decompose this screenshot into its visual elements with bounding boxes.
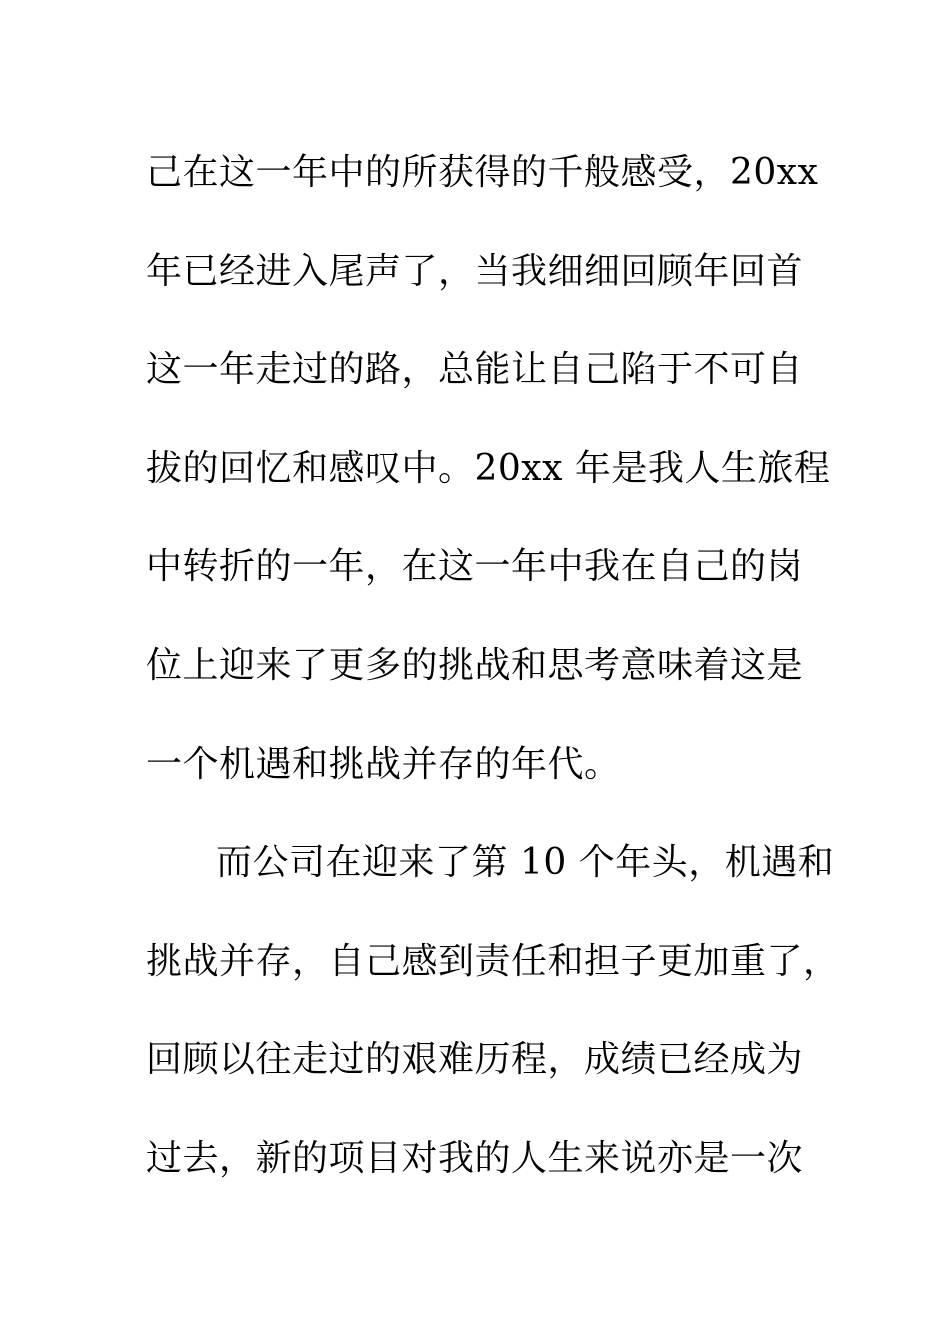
document-body (146, 124, 840, 1209)
text-line: 这一年走过的路，总能让自己陷于不可自 (146, 349, 804, 391)
text-line: 一个机遇和挑战并存的年代。 (146, 743, 621, 785)
text-line: 年已经进入尾声了，当我细细回顾年回首 (146, 250, 804, 292)
text-line: 拔的回忆和感叹中。20xx 年是我人生旅程 (146, 447, 831, 489)
paragraph-1 (146, 124, 831, 814)
paragraph-2 (146, 814, 840, 1208)
text-line: 中转折的一年，在这一年中我在自己的岗 (146, 546, 804, 588)
text-line: 回顾以往走过的艰难历程，成绩已经成为 (146, 1039, 804, 1081)
text-line: 挑战并存，自己感到责任和担子更加重了， (146, 940, 840, 982)
text-line: 位上迎来了更多的挑战和思考意味着这是 (146, 644, 804, 686)
text-line: 而公司在迎来了第 10 个年头，机遇和 (216, 842, 835, 884)
text-line: 过去，新的项目对我的人生来说亦是一次 (146, 1137, 804, 1179)
text-line: 己在这一年中的所获得的千般感受，20xx (146, 152, 819, 193)
